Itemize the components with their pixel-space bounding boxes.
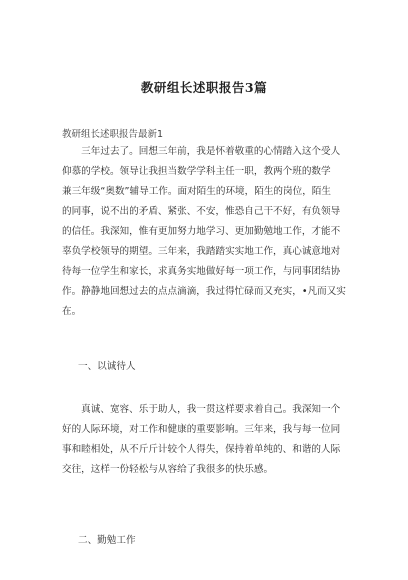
paragraph-line: 事和睦相处，从不斤斤计较个人得失，保持着单纯的、和谐的人际 (62, 444, 341, 455)
document-subtitle: 教研组长述职报告最新1 (62, 129, 164, 140)
section-heading: 一、以诚待人 (78, 361, 136, 372)
paragraph-line: 的信任。我深知，惟有更加努力地学习、更加勤勉地工作，才能不 (62, 226, 341, 237)
paragraph-line: 真诚、宽容、乐于助人，我一贯这样要求着自己。我深知一个 (62, 404, 341, 415)
paragraph-line: 仰慕的学校。领导让我担当数学学科主任一职，教两个班的数学 (62, 166, 331, 177)
paragraph-line: 交往，这样一份轻松与从容给了我很多的快乐感。 (62, 464, 274, 475)
paragraph-line: 作。静静地回想过去的点点滴滴，我过得忙碌而又充实，•凡而又实 (62, 286, 346, 297)
paragraph-line: 在。 (62, 306, 82, 317)
paragraph-intro (62, 142, 352, 322)
paragraph-line: 兼三年级“奥数”辅导工作。面对陌生的环境，陌生的岗位，陌生 (62, 186, 331, 197)
paragraph-line: 待每一位学生和家长，求真务实地做好每一项工作，与同事团结协 (62, 266, 341, 277)
paragraph-line: 三年过去了。回想三年前，我是怀着敬重的心情踏入这个受人 (62, 146, 341, 157)
section-heading: 二、勤勉工作 (78, 535, 136, 546)
paragraph-honesty (62, 400, 352, 480)
paragraph-line: 辜负学校领导的期望。三年来，我踏踏实实地工作，真心诚意地对 (62, 246, 341, 257)
paragraph-line: 的同事，说不出的矛盾、紧张、不安，惟恐自己干不好，有负领导 (62, 206, 341, 217)
paragraph-line: 好的人际环境，对工作和健康的重要影响。三年来，我与每一位同 (62, 424, 341, 435)
document-title: 教研组长述职报告3篇 (140, 80, 268, 95)
